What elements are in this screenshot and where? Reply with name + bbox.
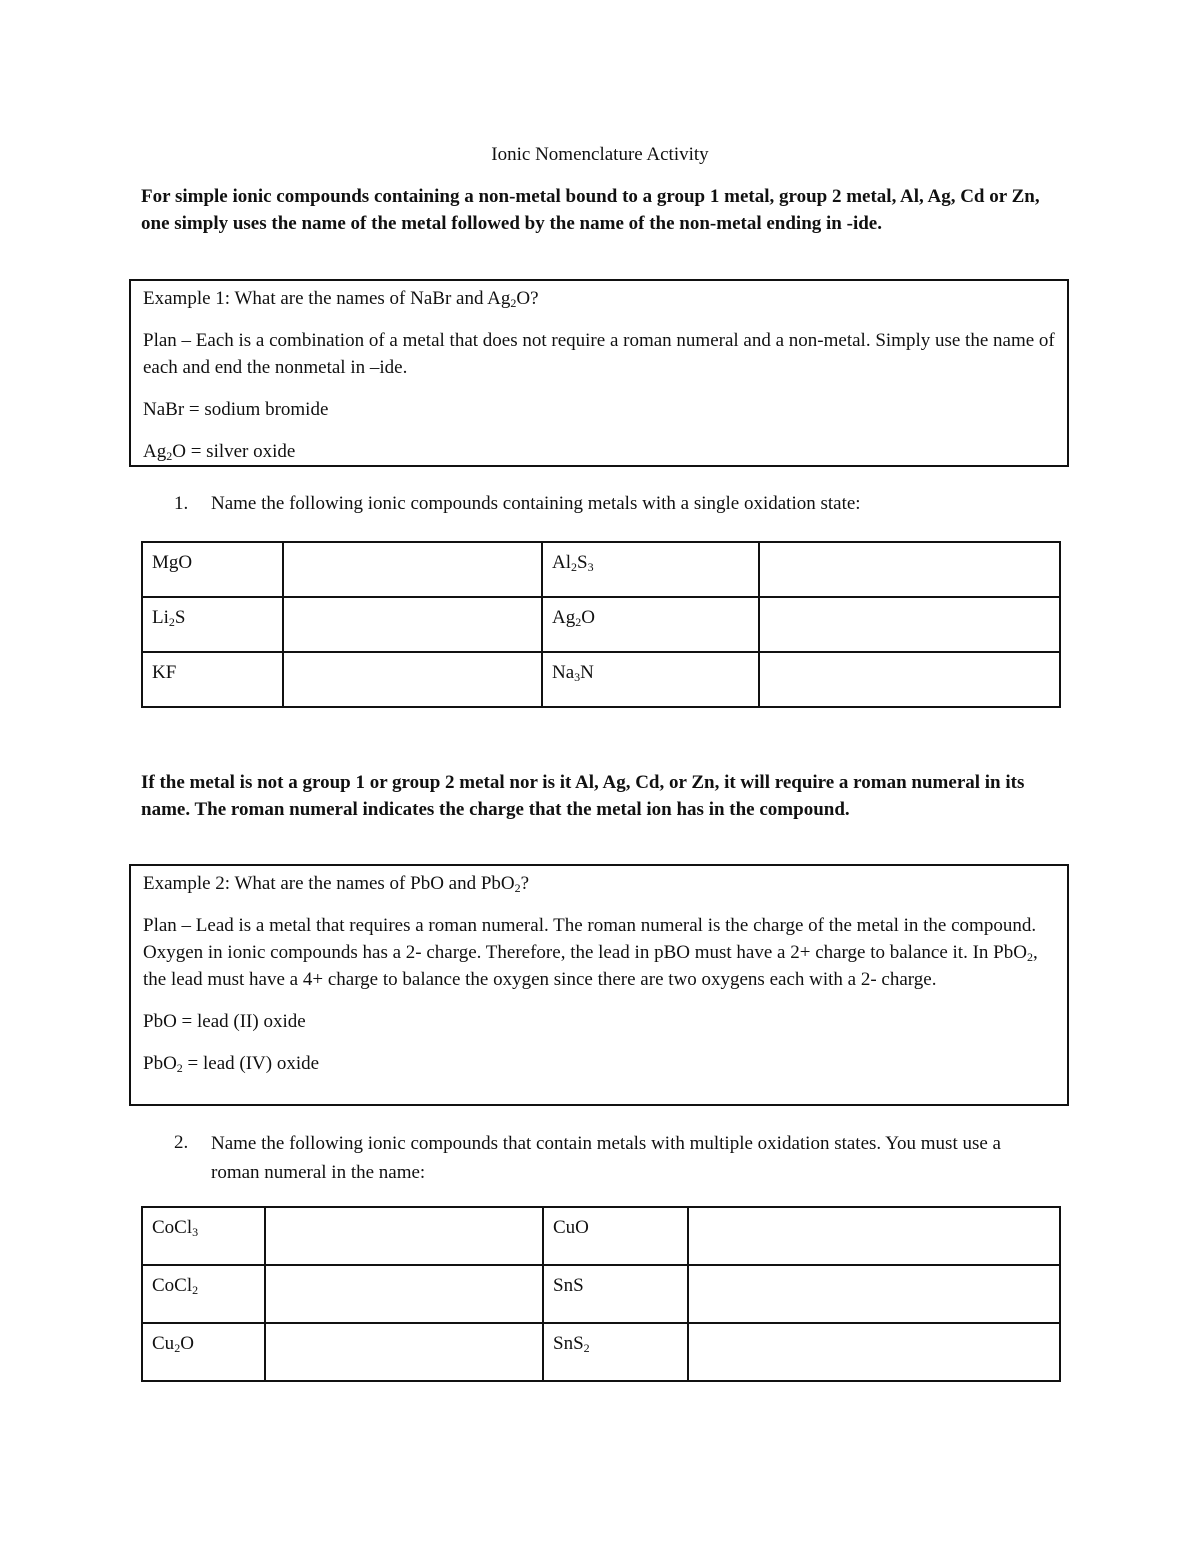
example-1-box (129, 279, 1069, 467)
compound-cell: CuO (543, 1207, 688, 1265)
table-row (142, 542, 1060, 597)
compound-cell: CoCl$_2$ (142, 1265, 265, 1323)
question-1-text: Name the following ionic compounds containing metals with a single oxidation state: (211, 493, 861, 514)
intro-paragraph-2: If the metal is not a group 1 or group 2 metal nor is it Al, Ag, Cd, or Zn, it will require a roman numeral in its name. The roman numeral indicates the charge that the metal ion has in the compound. (141, 772, 1025, 820)
example-2-box (129, 864, 1069, 1106)
question-2-text: Name the following ionic compounds that contain metals with multiple oxidation states. You must use a roman numeral in the name: (211, 1133, 1001, 1183)
answer-cell[interactable] (688, 1323, 1060, 1381)
example-1-plan: Plan – Each is a combination of a metal that does not require a roman numeral and a non-metal. Simply use the name of each and end the nonmetal in –ide. (143, 330, 1055, 378)
answer-cell[interactable] (688, 1265, 1060, 1323)
answer-cell[interactable] (759, 652, 1060, 707)
compound-cell: MgO (142, 542, 283, 597)
example-2-question: Example 2: What are the names of PbO and PbO$_2$? (143, 873, 530, 895)
example-2-answer-1: PbO = lead (II) oxide (143, 1011, 306, 1032)
example-1-answer-1: NaBr = sodium bromide (143, 399, 329, 420)
answer-cell[interactable] (283, 652, 542, 707)
answer-cell[interactable] (688, 1207, 1060, 1265)
compound-cell: SnS (543, 1265, 688, 1323)
example-1-answer-2: $Ag_2O$ = silver oxide (143, 441, 296, 463)
table-1 (141, 541, 1061, 708)
compound-cell: SnS$_2$ (543, 1323, 688, 1381)
answer-cell[interactable] (265, 1265, 543, 1323)
question-1-number: 1. (174, 493, 189, 514)
compound-cell: $Li_2S$ (142, 597, 283, 652)
table-row (142, 652, 1060, 707)
compound-cell: $Cu_2O$ (142, 1323, 265, 1381)
table-row (142, 1323, 1060, 1381)
answer-cell[interactable] (283, 542, 542, 597)
answer-cell[interactable] (265, 1323, 543, 1381)
example-1-question: Example 1: What are the names of NaBr and $Ag_2O$? (143, 288, 539, 310)
answer-cell[interactable] (283, 597, 542, 652)
example-2-plan: Plan – Lead is a metal that requires a roman numeral. The roman numeral is the charge of the metal in the compound. Oxygen in ionic compounds has a 2- charge. Therefore, the lead in pBO must have a 2+ charge to balance it. In PbO$_2$, the lead must have a 4+ charge to balance the oxygen since there are two oxygens each with a 2- charge. (143, 915, 1038, 990)
compound-cell: CoCl$_3$ (142, 1207, 265, 1265)
question-2-number: 2. (174, 1132, 189, 1153)
answer-cell[interactable] (265, 1207, 543, 1265)
answer-cell[interactable] (759, 542, 1060, 597)
answer-cell[interactable] (759, 597, 1060, 652)
page-title: Ionic Nomenclature Activity (491, 144, 709, 165)
compound-cell: $Al_2S_3$ (542, 542, 759, 597)
compound-cell: $Na_3N$ (542, 652, 759, 707)
table-row (142, 1207, 1060, 1265)
table-row (142, 597, 1060, 652)
compound-cell: KF (142, 652, 283, 707)
table-2 (141, 1206, 1061, 1382)
compound-cell: $Ag_2O$ (542, 597, 759, 652)
example-2-answer-2: PbO$_2$ = lead (IV) oxide (143, 1053, 320, 1075)
intro-paragraph-1: For simple ionic compounds containing a non-metal bound to a group 1 metal, group 2 metal, Al, Ag, Cd or Zn, one simply uses the name of the metal followed by the name of the non-metal ending in -ide. (141, 186, 1040, 234)
table-row (142, 1265, 1060, 1323)
